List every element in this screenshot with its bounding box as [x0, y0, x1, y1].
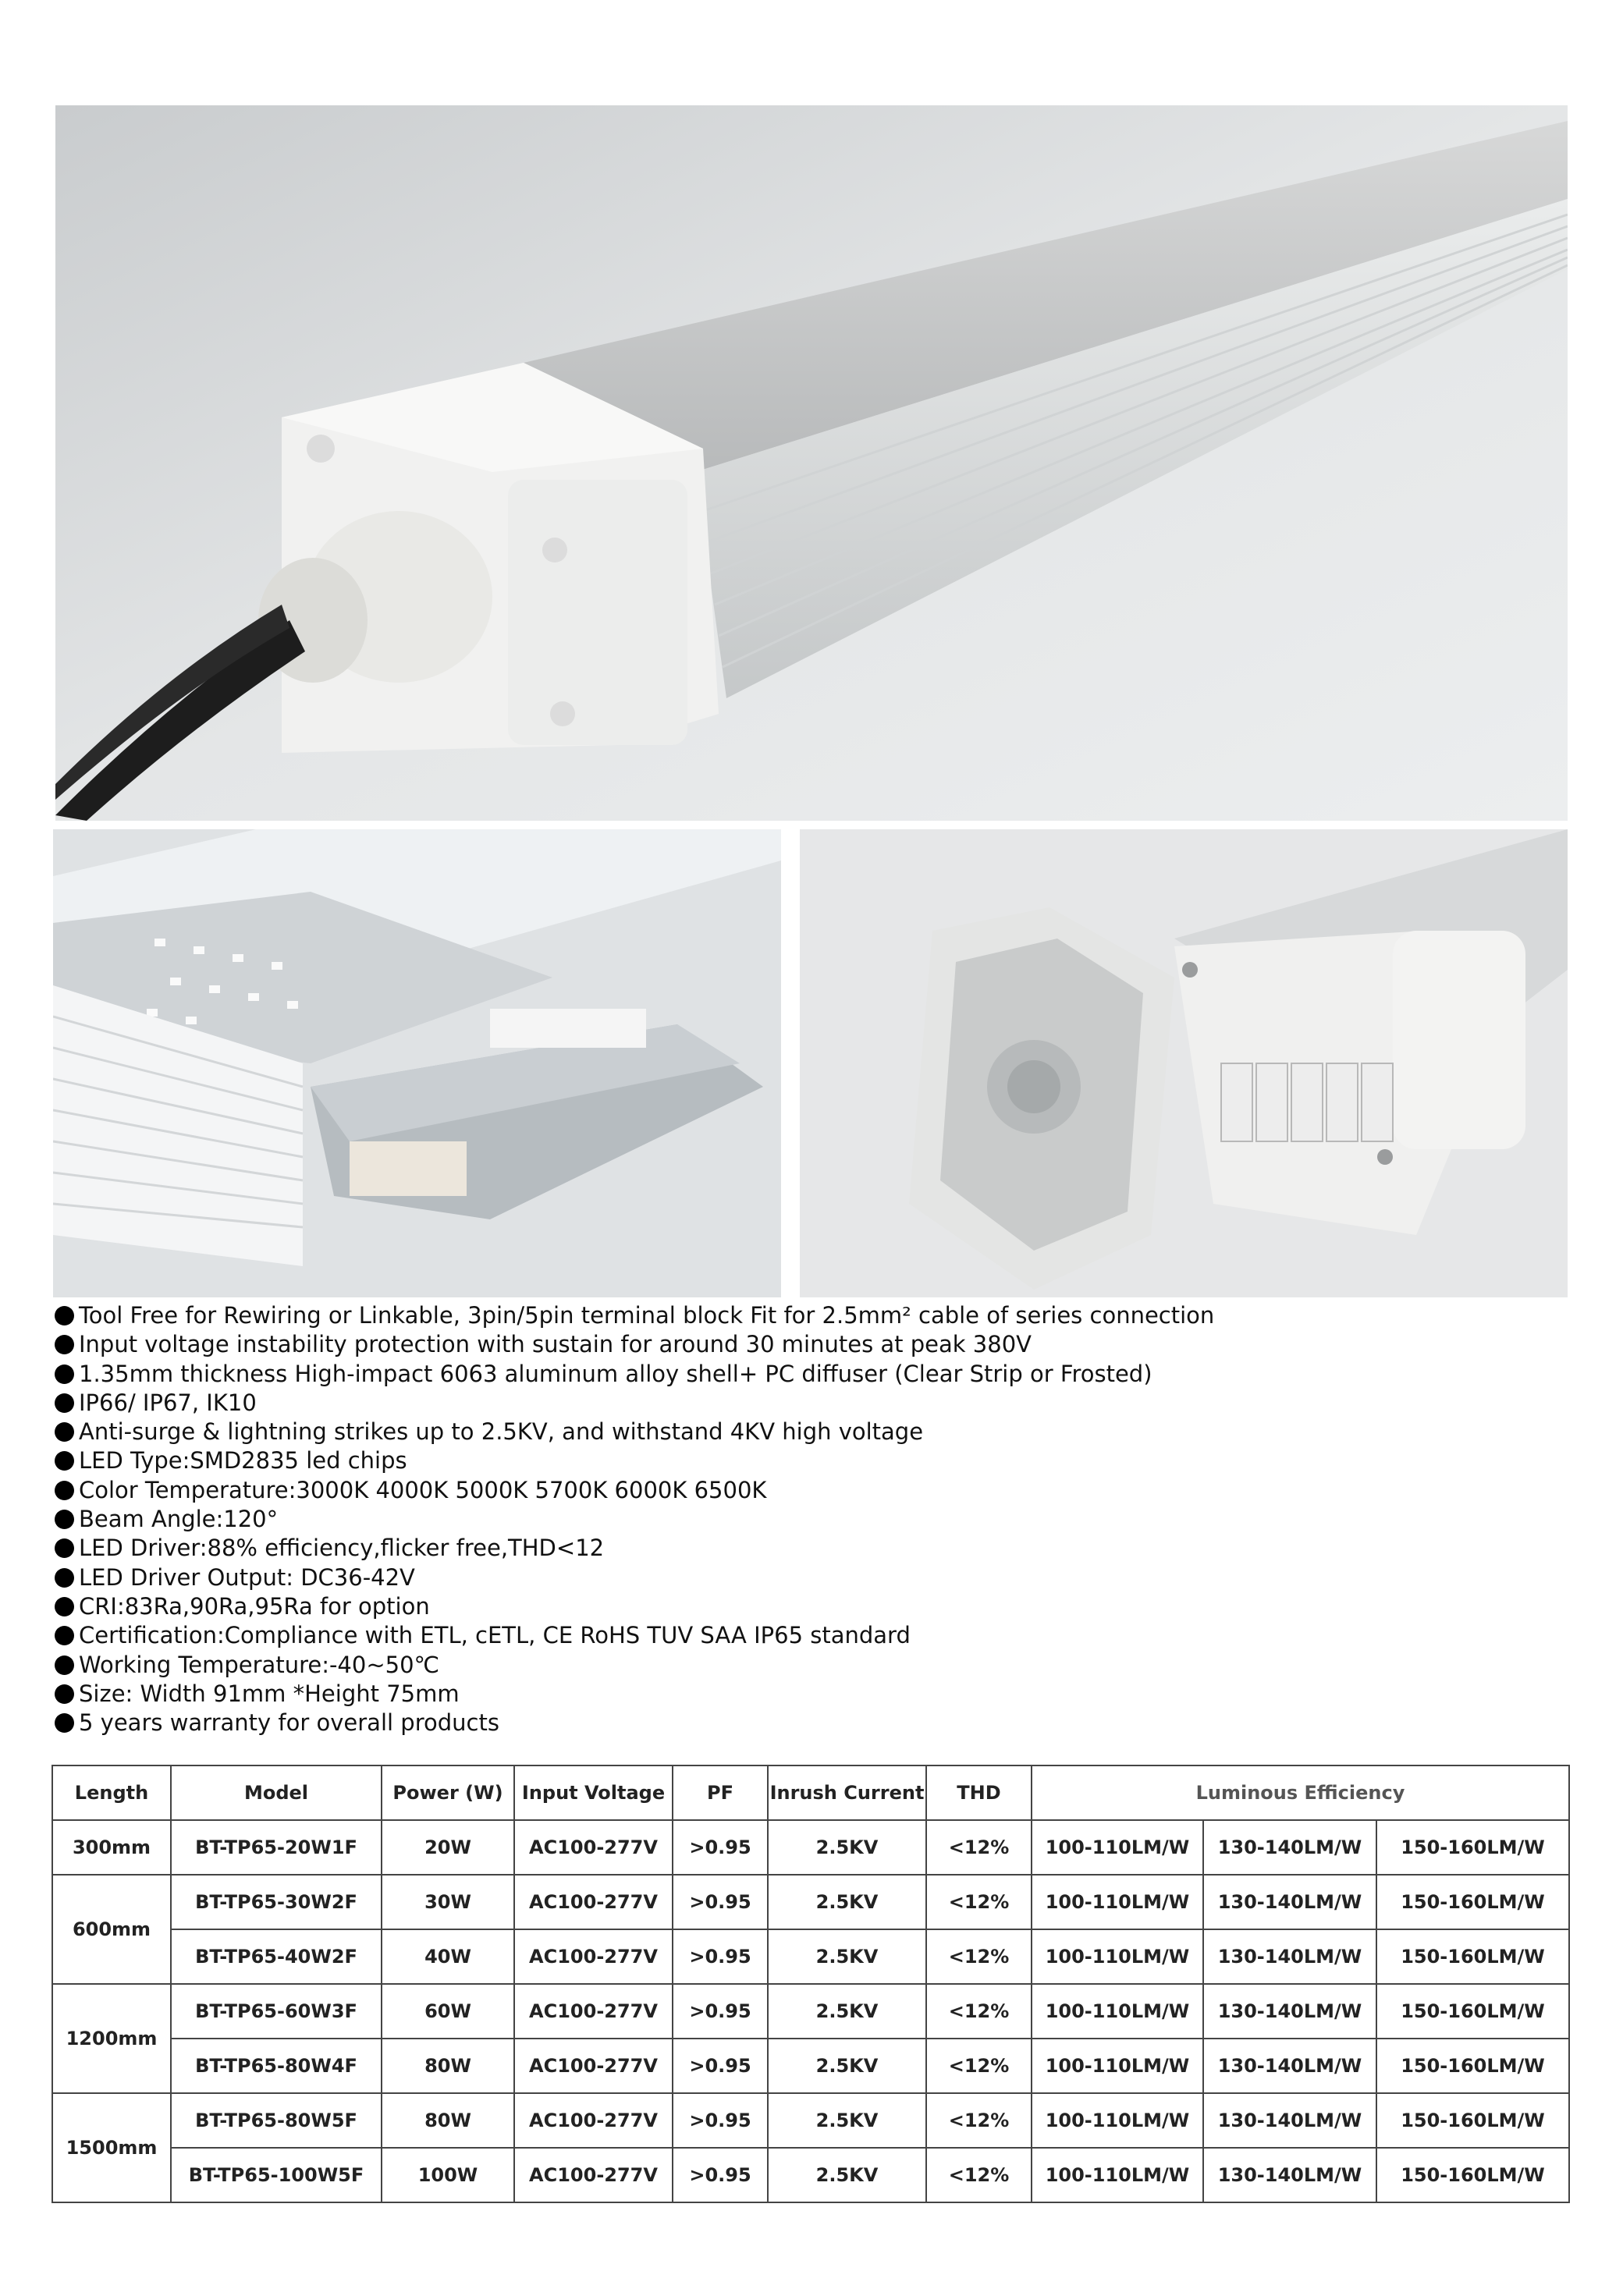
model-cell: BT-TP65-80W5F — [171, 2093, 382, 2148]
eff-cell: 130-140LM/W — [1203, 1875, 1376, 1929]
pf-cell: >0.95 — [673, 1984, 768, 2039]
voltage-cell: AC100-277V — [514, 1820, 673, 1875]
voltage-cell: AC100-277V — [514, 1984, 673, 2039]
bullet-icon — [55, 1510, 74, 1529]
inrush-cell: 2.5KV — [768, 2039, 926, 2093]
feature-list — [55, 1301, 1537, 1737]
model-cell: BT-TP65-100W5F — [171, 2148, 382, 2202]
product-photo-endcap — [800, 829, 1568, 1297]
bullet-icon — [55, 1684, 74, 1704]
eff-cell: 100-110LM/W — [1032, 2093, 1203, 2148]
feature-item: CRI:83Ra,90Ra,95Ra for option — [55, 1592, 1537, 1621]
table-row — [52, 2093, 1569, 2148]
inrush-cell: 2.5KV — [768, 2093, 926, 2148]
power-cell: 30W — [382, 1875, 514, 1929]
spec-table — [51, 1765, 1570, 2203]
eff-cell: 130-140LM/W — [1203, 2039, 1376, 2093]
table-row — [52, 2148, 1569, 2202]
header-inrush: Inrush Current — [768, 1765, 926, 1820]
table-row — [52, 1875, 1569, 1929]
bullet-icon — [55, 1393, 74, 1413]
feature-item: Size: Width 91mm *Height 75mm — [55, 1680, 1537, 1709]
product-photo-main — [55, 105, 1568, 821]
eff-cell: 150-160LM/W — [1376, 2039, 1569, 2093]
thd-cell: <12% — [926, 2039, 1032, 2093]
model-cell: BT-TP65-60W3F — [171, 1984, 382, 2039]
eff-cell: 100-110LM/W — [1032, 2039, 1203, 2093]
eff-cell: 130-140LM/W — [1203, 2148, 1376, 2202]
thd-cell: <12% — [926, 2093, 1032, 2148]
voltage-cell: AC100-277V — [514, 2148, 673, 2202]
voltage-cell: AC100-277V — [514, 2093, 673, 2148]
model-cell: BT-TP65-20W1F — [171, 1820, 382, 1875]
bullet-icon — [55, 1481, 74, 1500]
thd-cell: <12% — [926, 1820, 1032, 1875]
length-cell: 1200mm — [52, 1984, 171, 2093]
eff-cell: 100-110LM/W — [1032, 2148, 1203, 2202]
thd-cell: <12% — [926, 1984, 1032, 2039]
eff-cell: 100-110LM/W — [1032, 1984, 1203, 2039]
feature-item: 1.35mm thickness High-impact 6063 aluminum alloy shell+ PC diffuser (Clear Strip or Frosted) — [55, 1360, 1537, 1389]
eff-cell: 130-140LM/W — [1203, 1984, 1376, 2039]
feature-item: IP66/ IP67, IK10 — [55, 1389, 1537, 1418]
feature-item: Tool Free for Rewiring or Linkable, 3pin/5pin terminal block Fit for 2.5mm² cable of series connection — [55, 1301, 1537, 1330]
product-photo-interior — [53, 829, 781, 1297]
table-header-row — [52, 1765, 1569, 1820]
feature-item: LED Driver Output: DC36-42V — [55, 1563, 1537, 1592]
eff-cell: 150-160LM/W — [1376, 1984, 1569, 2039]
bullet-icon — [55, 1335, 74, 1354]
table-row — [52, 1929, 1569, 1984]
table-row — [52, 2039, 1569, 2093]
header-luminous: Luminous Efficiency — [1032, 1765, 1569, 1820]
bullet-icon — [55, 1451, 74, 1471]
header-thd: THD — [926, 1765, 1032, 1820]
eff-cell: 150-160LM/W — [1376, 1875, 1569, 1929]
voltage-cell: AC100-277V — [514, 1875, 673, 1929]
inrush-cell: 2.5KV — [768, 1875, 926, 1929]
table-row — [52, 1820, 1569, 1875]
model-cell: BT-TP65-30W2F — [171, 1875, 382, 1929]
length-cell: 300mm — [52, 1820, 171, 1875]
feature-item: Anti-surge & lightning strikes up to 2.5KV, and withstand 4KV high voltage — [55, 1418, 1537, 1446]
eff-cell: 150-160LM/W — [1376, 2148, 1569, 2202]
header-model: Model — [171, 1765, 382, 1820]
thd-cell: <12% — [926, 2148, 1032, 2202]
eff-cell: 100-110LM/W — [1032, 1820, 1203, 1875]
pf-cell: >0.95 — [673, 1875, 768, 1929]
eff-cell: 150-160LM/W — [1376, 2093, 1569, 2148]
model-cell: BT-TP65-80W4F — [171, 2039, 382, 2093]
power-cell: 80W — [382, 2093, 514, 2148]
bullet-icon — [55, 1713, 74, 1733]
bullet-icon — [55, 1597, 74, 1616]
bullet-icon — [55, 1422, 74, 1442]
power-cell: 80W — [382, 2039, 514, 2093]
inrush-cell: 2.5KV — [768, 1929, 926, 1984]
power-cell: 20W — [382, 1820, 514, 1875]
feature-item: LED Driver:88% efficiency,flicker free,THD<12 — [55, 1534, 1537, 1563]
bullet-icon — [55, 1306, 74, 1325]
eff-cell: 130-140LM/W — [1203, 1929, 1376, 1984]
feature-item: Certification:Compliance with ETL, cETL, CE RoHS TUV SAA IP65 standard — [55, 1621, 1537, 1650]
pf-cell: >0.95 — [673, 2148, 768, 2202]
header-power: Power (W) — [382, 1765, 514, 1820]
thd-cell: <12% — [926, 1929, 1032, 1984]
model-cell: BT-TP65-40W2F — [171, 1929, 382, 1984]
voltage-cell: AC100-277V — [514, 1929, 673, 1984]
feature-item: Beam Angle:120° — [55, 1505, 1537, 1534]
power-cell: 60W — [382, 1984, 514, 2039]
eff-cell: 150-160LM/W — [1376, 1929, 1569, 1984]
eff-cell: 130-140LM/W — [1203, 2093, 1376, 2148]
voltage-cell: AC100-277V — [514, 2039, 673, 2093]
eff-cell: 130-140LM/W — [1203, 1820, 1376, 1875]
bullet-icon — [55, 1568, 74, 1588]
table-row — [52, 1984, 1569, 2039]
feature-item: Color Temperature:3000K 4000K 5000K 5700K 6000K 6500K — [55, 1476, 1537, 1505]
feature-item: 5 years warranty for overall products — [55, 1709, 1537, 1737]
inrush-cell: 2.5KV — [768, 2148, 926, 2202]
bullet-icon — [55, 1538, 74, 1558]
inrush-cell: 2.5KV — [768, 1984, 926, 2039]
length-cell: 600mm — [52, 1875, 171, 1984]
bullet-icon — [55, 1364, 74, 1384]
bullet-icon — [55, 1626, 74, 1645]
pf-cell: >0.95 — [673, 1929, 768, 1984]
power-cell: 40W — [382, 1929, 514, 1984]
eff-cell: 100-110LM/W — [1032, 1875, 1203, 1929]
header-voltage: Input Voltage — [514, 1765, 673, 1820]
eff-cell: 100-110LM/W — [1032, 1929, 1203, 1984]
feature-item: LED Type:SMD2835 led chips — [55, 1446, 1537, 1475]
feature-item: Input voltage instability protection with sustain for around 30 minutes at peak 380V — [55, 1330, 1537, 1359]
header-length: Length — [52, 1765, 171, 1820]
inrush-cell: 2.5KV — [768, 1820, 926, 1875]
power-cell: 100W — [382, 2148, 514, 2202]
pf-cell: >0.95 — [673, 1820, 768, 1875]
feature-item: Working Temperature:-40~50℃ — [55, 1651, 1537, 1680]
header-pf: PF — [673, 1765, 768, 1820]
pf-cell: >0.95 — [673, 2093, 768, 2148]
eff-cell: 150-160LM/W — [1376, 1820, 1569, 1875]
thd-cell: <12% — [926, 1875, 1032, 1929]
bullet-icon — [55, 1655, 74, 1675]
length-cell: 1500mm — [52, 2093, 171, 2202]
pf-cell: >0.95 — [673, 2039, 768, 2093]
